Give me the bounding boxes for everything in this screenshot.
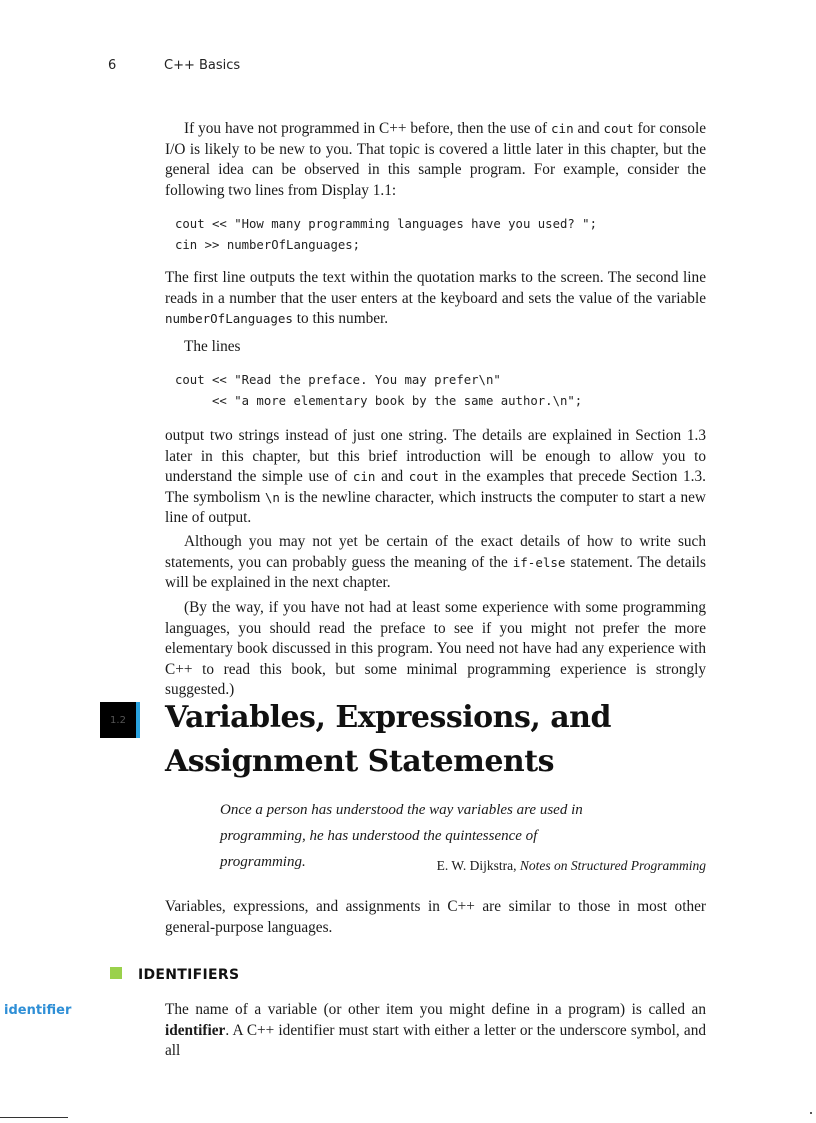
paragraph-two-strings: output two strings instead of just one string. The details are explained in Section 1.3 later in this chapter, but this brief introduction will be enough to allow you to understand the simple use of cin and cout in the examples that precede Section 1.3. The symbolism \n is the newline character, which instructs the computer to start a new line of output.	[165, 427, 706, 526]
inline-code-cout: cout	[603, 121, 634, 136]
epigraph-attribution: E. W. Dijkstra, Notes on Structured Programming	[436, 858, 706, 873]
code-block-1	[175, 214, 597, 255]
code-line: cout << "How many programming languages have you used? ";	[175, 217, 597, 231]
running-head: C++ Basics	[164, 58, 241, 73]
code-block-2	[175, 370, 582, 411]
margin-note-identifier: identifier	[4, 1003, 72, 1018]
inline-code-cin: cin	[551, 121, 574, 136]
section-title: Variables, Expressions, and Assignment Statements	[165, 700, 611, 779]
epigraph-quote: Once a person has understood the way variables are used in programming, he has understood the quintessence of programming.	[220, 802, 583, 870]
page-number: 6	[108, 58, 117, 73]
paragraph-output-explanation: The first line outputs the text within the quotation marks to the screen. The second line reads in a number that the user enters at the keyboard and sets the value of the variable numberOfLanguages to this number.	[165, 269, 706, 327]
section-number-box: 1.2	[100, 702, 140, 738]
paragraph-by-the-way: (By the way, if you have not had at least some experience with some programming languages, you should read the preface to see if you might not prefer the more elementary book discussed in this program. You need not have had any experience with C++ to read this book, but some minimal programming experience is strongly suggested.)	[165, 599, 706, 698]
inline-code-newline: \n	[264, 489, 280, 505]
footer-rule	[0, 1117, 68, 1118]
inline-code-if-else: if-else	[512, 554, 566, 570]
paragraph-identifier-definition: The name of a variable (or other item you might define in a program) is called an identifier. A C++ identifier must start with either a letter or the underscore symbol, and all	[165, 1001, 706, 1059]
inline-code-variable: numberOfLanguages	[165, 311, 293, 326]
epigraph-source: Notes on Structured Programming	[519, 858, 706, 873]
paragraph-intro: If you have not programmed in C++ before, then the use of cin and cout for console I/O is likely to be new to you. That topic is covered a little later in this chapter, but the general idea can be observed in this sample program. For example, consider the following two lines from Display 1.1:	[165, 120, 706, 199]
inline-code-cout: cout	[408, 469, 439, 484]
code-line: cout << "Read the preface. You may prefer\n"	[175, 373, 501, 387]
bold-term-identifier: identifier	[165, 1021, 226, 1039]
subsection-heading: IDENTIFIERS	[138, 967, 240, 983]
paragraph-the-lines: The lines	[184, 338, 241, 355]
corner-mark	[810, 1112, 812, 1114]
paragraph-variables-intro: Variables, expressions, and assignments in C++ are similar to those in most other general-purpose languages.	[165, 898, 706, 936]
inline-code-cin: cin	[352, 469, 376, 484]
paragraph-if-else: Although you may not yet be certain of the exact details of how to write such statements, you can probably guess the meaning of the if-else statement. The details will be explained in the next chapter.	[165, 533, 706, 591]
square-bullet-icon	[110, 967, 122, 979]
code-line: cin >> numberOfLanguages;	[175, 237, 361, 252]
code-line: << "a more elementary book by the same author.\n";	[175, 393, 583, 408]
